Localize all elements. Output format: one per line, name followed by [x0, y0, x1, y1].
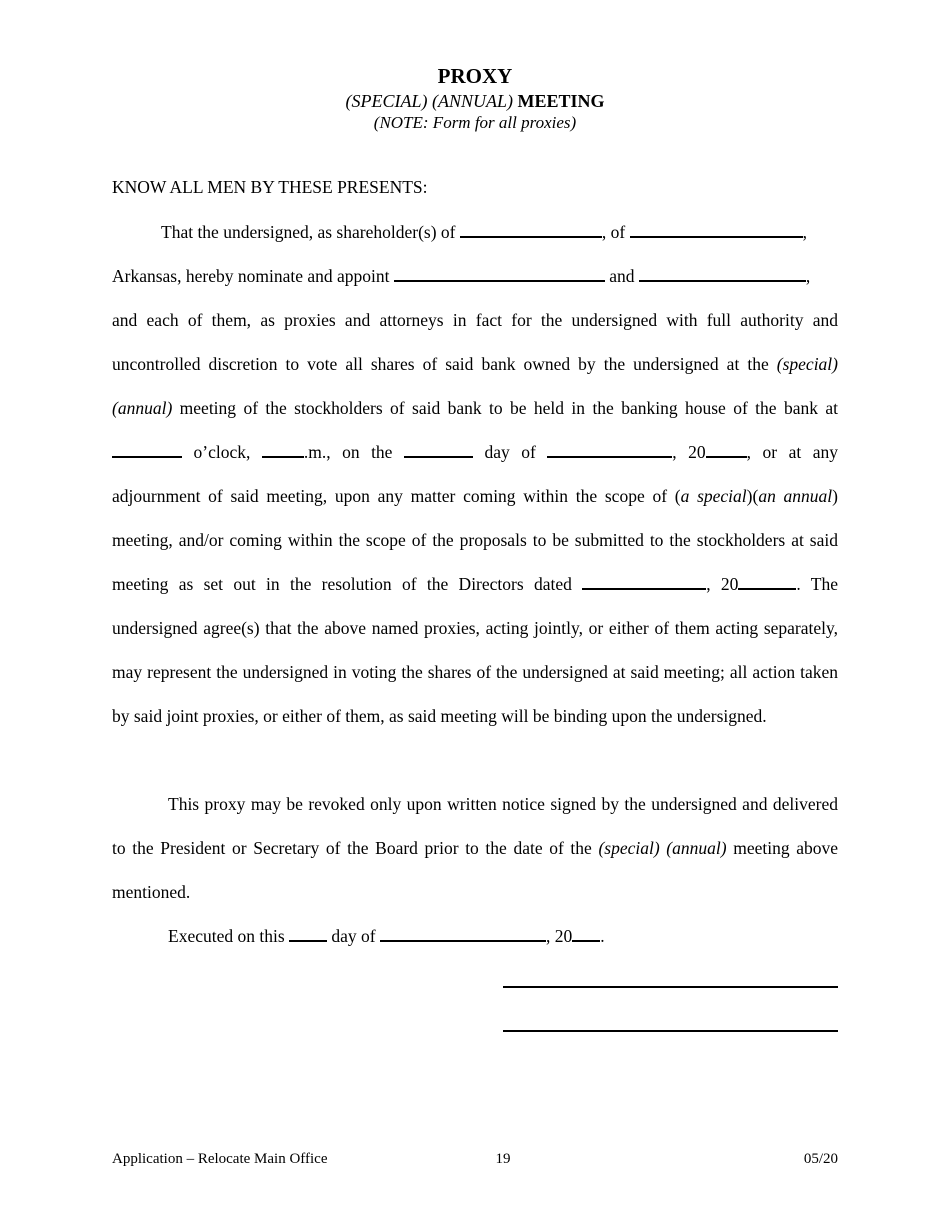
meeting-type-text: (special)(annual) — [112, 354, 838, 418]
text-run: )( — [746, 486, 759, 506]
text-run: , — [802, 222, 807, 242]
intro-heading: KNOW ALL MEN BY THESE PRESENTS: — [112, 177, 428, 197]
text-run: day of — [472, 442, 548, 462]
meeting-type-text: a special — [680, 486, 747, 506]
execution-month-blank[interactable] — [380, 926, 546, 942]
resolution-year-blank[interactable] — [738, 574, 796, 590]
meeting-year-blank[interactable] — [706, 442, 747, 458]
text-run: ) meeting, and/or coming within the scope of the proposals to be submitted to the stockholders at said meeting as set out in the resolution of the Directors dated — [112, 486, 838, 594]
revocation-paragraph — [112, 782, 838, 914]
page-subtitle — [0, 90, 950, 112]
footer-revision-date: 05/20 — [803, 1151, 838, 1167]
footer-page-number: 19 — [495, 1151, 511, 1167]
hour-blank[interactable] — [112, 442, 182, 458]
text-run: , of — [601, 222, 630, 242]
text-run: , 20 — [706, 574, 739, 594]
signature-line[interactable] — [503, 986, 838, 988]
execution-day-blank[interactable] — [289, 926, 327, 942]
text-run: Arkansas, hereby nominate and appoint — [112, 266, 394, 286]
text-run: .m., on the — [303, 442, 404, 462]
execution-paragraph — [112, 914, 838, 958]
text-run: , 20 — [672, 442, 706, 462]
proxy-paragraph — [112, 210, 838, 738]
text-run: and each of them, as proxies and attorneys in fact for the undersigned with full authority and uncontrolled discretion to vote all shares of said bank owned by the undersigned at the — [112, 310, 838, 374]
text-run: meeting of the stockholders of said bank to be held in the banking house of the bank at — [172, 398, 838, 418]
text-run: . — [600, 926, 605, 946]
subtitle-meeting-type: (SPECIAL) (ANNUAL) — [345, 91, 513, 111]
text-run: , — [805, 266, 811, 286]
form-note: (NOTE: Form for all proxies) — [373, 113, 577, 132]
city-blank[interactable] — [630, 222, 803, 238]
am-pm-blank[interactable] — [262, 442, 304, 458]
meeting-type-text: (special) (annual) — [598, 838, 727, 858]
text-run: That the undersigned, as shareholder(s) of — [161, 222, 460, 242]
text-run: and — [604, 266, 639, 286]
text-run: , 20 — [546, 926, 573, 946]
text-run: day of — [327, 926, 380, 946]
proxy-one-blank[interactable] — [394, 266, 605, 282]
text-run: Executed on this — [168, 926, 290, 946]
meeting-type-text: an annual — [758, 486, 833, 506]
meeting-day-blank[interactable] — [404, 442, 473, 458]
bank-name-blank[interactable] — [460, 222, 602, 238]
meeting-month-blank[interactable] — [547, 442, 672, 458]
footer-document-name: Application – Relocate Main Office — [112, 1151, 328, 1167]
text-run: This proxy may be revoked only upon written notice signed by the undersigned and delivered to the President or Secretary of the Board prior to the date of the — [112, 794, 838, 858]
proxy-two-blank[interactable] — [639, 266, 806, 282]
text-run: . The undersigned agree(s) that the above named proxies, acting jointly, or either of them acting separately, may represent the undersigned in voting the shares of the undersigned at said meeting; all action taken by said joint proxies, or either of them, as said meeting will be binding upon the undersigned. — [112, 574, 838, 726]
text-run: o’clock, — [182, 442, 262, 462]
text-run: meeting above mentioned. — [112, 838, 838, 902]
resolution-date-blank[interactable] — [582, 574, 706, 590]
subtitle-meeting: MEETING — [517, 91, 605, 111]
page-title: PROXY — [437, 64, 513, 88]
execution-year-blank[interactable] — [572, 926, 600, 942]
signature-line[interactable] — [503, 1030, 838, 1032]
text-run: , or at any adjournment of said meeting, upon any matter coming within the scope of ( — [112, 442, 838, 506]
